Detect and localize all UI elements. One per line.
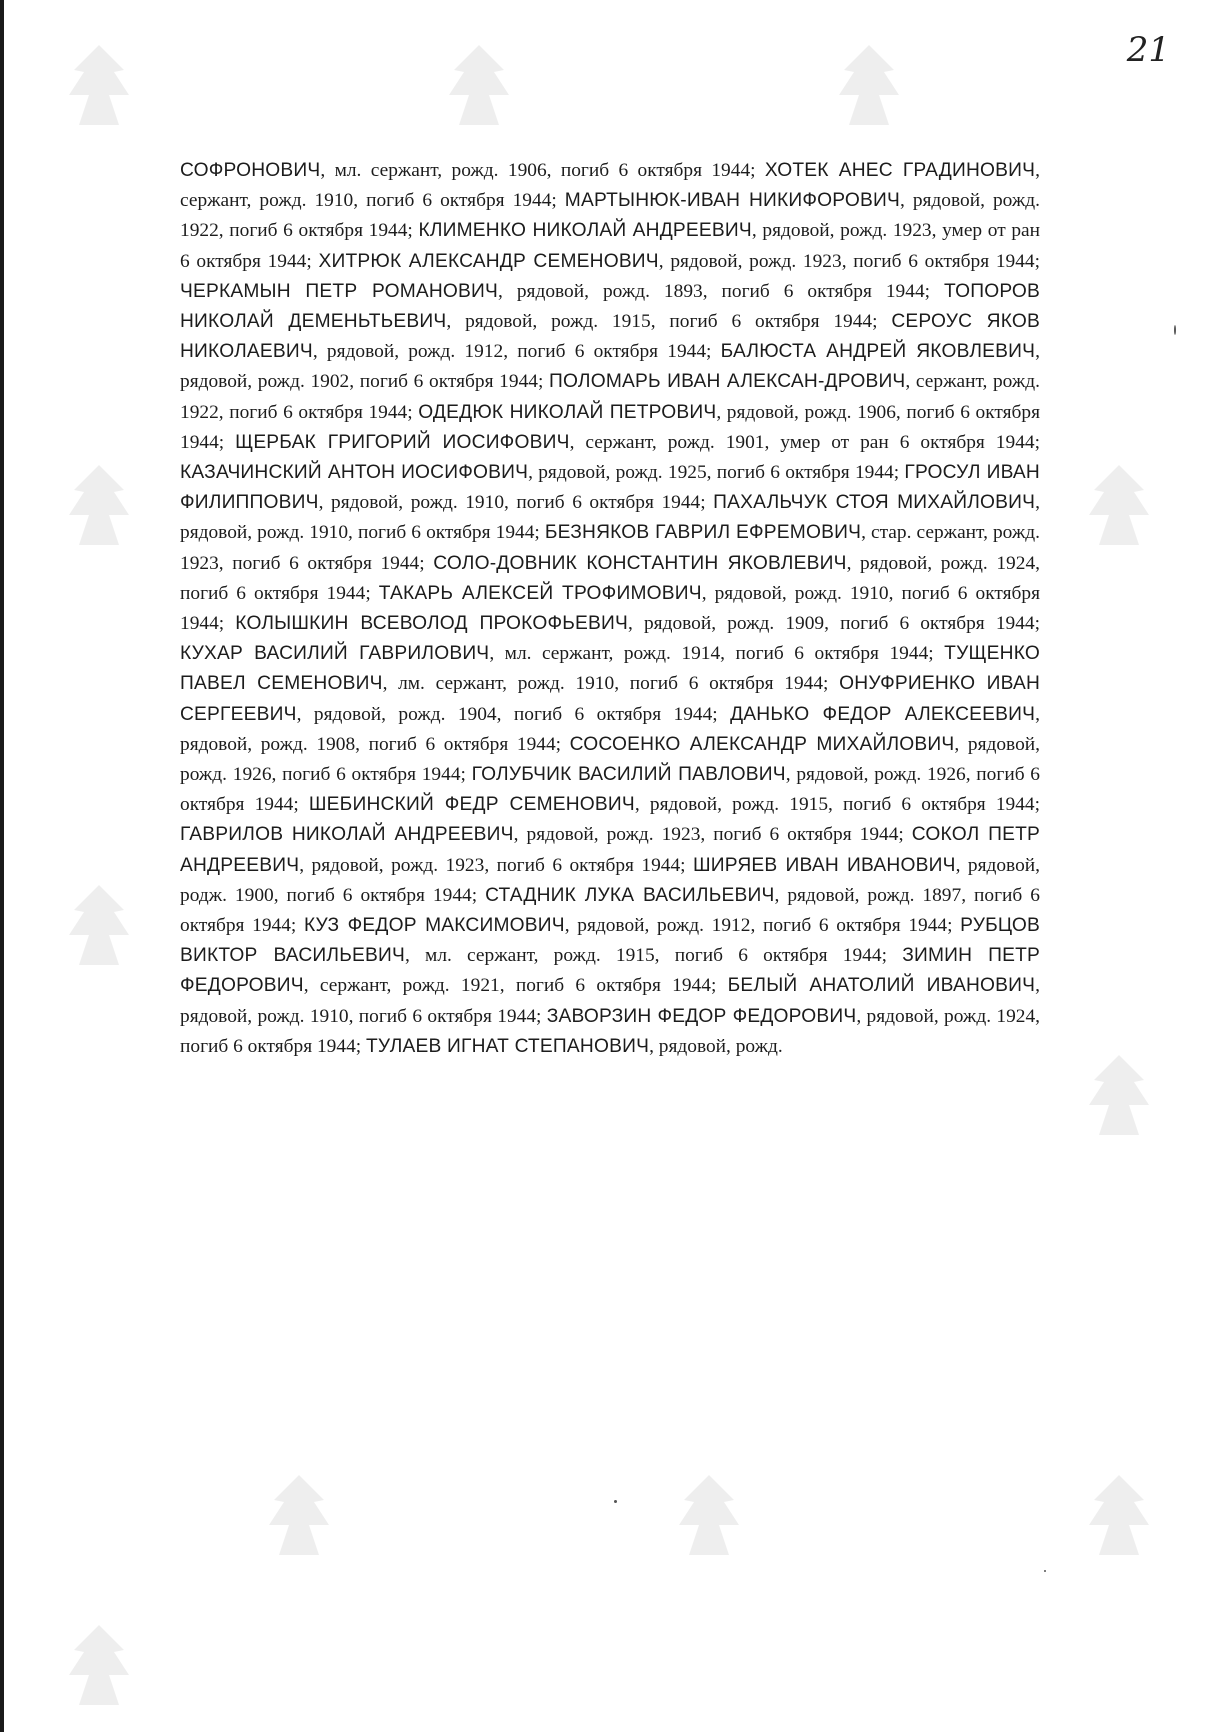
entry-details: , рядовой, рожд. 1915, погиб 6 октября 1944; [634, 794, 1040, 816]
entry-details: , мл. сержант, рожд. 1914, погиб 6 октября 1944; [489, 643, 945, 665]
entry-details: , рядовой, рожд. 1915, погиб 6 октября 1944; [446, 311, 892, 333]
entry-details: , рядовой, рожд. 1910, погиб 6 октября 1944; [180, 492, 1040, 544]
entry-name: МАРТЫНЮК-ИВАН НИКИФОРОВИЧ [564, 190, 900, 212]
entry-details: , сержант, рожд. 1901, умер от ран 6 октября 1944; [569, 431, 1040, 453]
entry-name: ШИРЯЕВ ИВАН ИВАНОВИЧ [693, 854, 956, 876]
entry-name: КУЗ ФЕДОР МАКСИМОВИЧ [303, 915, 565, 937]
entry-details: , рядовой, рожд. 1912, погиб 6 октября 1944; [564, 915, 961, 937]
entry-name: РУБЦОВ ВИКТОР ВАСИЛЬЕВИЧ [180, 915, 1040, 967]
entry-name: ТАКАРЬ АЛЕКСЕЙ ТРОФИМОВИЧ [378, 582, 702, 604]
watermark-stamp [264, 1470, 334, 1560]
entry-name: ТОПОРОВ НИКОЛАЙ ДЕМЕНЬТЬЕВИЧ [180, 280, 1041, 333]
watermark-stamp [674, 1470, 744, 1560]
entry-details: , рядовой, рожд. 1923, погиб 6 октября 1944; [513, 824, 912, 846]
entry-name: ГРОСУЛ ИВАН ФИЛИППОВИЧ [180, 462, 1040, 514]
entry-details: , рядовой, рожд. 1925, погиб 6 октября 1944; [528, 462, 905, 484]
entry-name: СЕРОУС ЯКОВ НИКОЛАЕВИЧ [180, 311, 1041, 363]
entry-name: БЕЗНЯКОВ ГАВРИЛ ЕФРЕМОВИЧ [544, 522, 862, 544]
entry-name: КОЛЫШКИН ВСЕВОЛОД ПРОКОФЬЕВИЧ [235, 613, 629, 635]
watermark-stamp [1084, 1470, 1154, 1560]
entry-name: ГОЛУБЧИК ВАСИЛИЙ ПАВЛОВИЧ [471, 764, 786, 786]
entry-name: ГАВРИЛОВ НИКОЛАЙ АНДРЕЕВИЧ [180, 824, 514, 846]
entry-name: ПАХАЛЬЧУК СТОЯ МИХАЙЛОВИЧ [713, 492, 1036, 514]
entry-details: , рядовой, родж. 1900, погиб 6 октября 1944; [180, 854, 1040, 906]
entry-name: ОДЕДЮК НИКОЛАЙ ПЕТРОВИЧ [418, 401, 717, 423]
entry-name: ТУЩЕНКО ПАВЕЛ СЕМЕНОВИЧ [180, 643, 1041, 695]
entry-name: ПОЛОМАРЬ ИВАН АЛЕКСАН-ДРОВИЧ [549, 371, 906, 393]
entry-details: , сержант, рожд. 1910, погиб 6 октября 1944; [180, 160, 1040, 212]
entry-name: СОЛО-ДОВНИК КОНСТАНТИН ЯКОВЛЕВИЧ [433, 552, 847, 574]
entry-name: СОСОЕНКО АЛЕКСАНДР МИХАЙЛОВИЧ [569, 733, 955, 755]
entry-details: , рядовой, рожд. 1912, погиб 6 октября 1944; [312, 341, 721, 363]
entry-name: СТАДНИК ЛУКА ВАСИЛЬЕВИЧ [485, 884, 775, 906]
entry-details: , рядовой, рожд. [649, 1035, 783, 1057]
entry-details: , рядовой, рожд. 1924, погиб 6 октября 1944; [180, 1005, 1041, 1057]
entry-details: , рядовой, рожд. 1902, погиб 6 октября 1944; [180, 341, 1040, 393]
watermark-stamp [444, 40, 514, 130]
entry-details: , рядовой, рожд. 1909, погиб 6 октября 1944; [628, 613, 1040, 635]
watermark-stamp [64, 40, 134, 130]
entry-details: , мл. сержант, рожд. 1915, погиб 6 октября 1944; [404, 945, 903, 967]
page-number: 21 [1126, 30, 1170, 70]
entry-details: , рядовой, рожд. 1906, погиб 6 октября 1944; [180, 401, 1040, 453]
watermark-stamp [1084, 1050, 1154, 1140]
entry-name: БЕЛЫЙ АНАТОЛИЙ ИВАНОВИЧ [727, 975, 1036, 997]
entry-details: , рядовой, рожд. 1904, погиб 6 октября 1944; [296, 703, 731, 725]
entry-details: , сержант, рожд. 1921, погиб 6 октября 1944; [303, 975, 728, 997]
entry-details: , рядовой, рожд. 1910, погиб 6 октября 1944; [180, 582, 1040, 635]
entry-name: КАЗАЧИНСКИЙ АНТОН ИОСИФОВИЧ [180, 462, 529, 484]
entry-name: ЗИМИН ПЕТР ФЕДОРОВИЧ [180, 945, 1041, 997]
entry-details: , рядовой, рожд. 1923, погиб 6 октября 1944; [658, 250, 1041, 272]
entry-details: , рядовой, рожд. 1908, погиб 6 октября 1944; [180, 703, 1040, 755]
entry-name: ХОТЕК АНЕС ГРАДИНОВИЧ [764, 160, 1036, 181]
watermark-stamp [834, 40, 904, 130]
watermark-stamp [64, 1620, 134, 1710]
entry-name: СОФРОНОВИЧ [180, 160, 321, 181]
entry-details: , рядовой, рожд. 1923, погиб 6 октября 1944; [299, 854, 693, 876]
entry-name: СОКОЛ ПЕТР АНДРЕЕВИЧ [180, 824, 1040, 876]
scan-mark [1044, 1570, 1046, 1572]
entry-name: ШЕБИНСКИЙ ФЕДР СЕМЕНОВИЧ [308, 794, 635, 816]
entry-details: , сержант, рожд. 1922, погиб 6 октября 1944; [180, 371, 1040, 423]
casualty-list-text [180, 156, 1040, 1062]
entry-details: , рядовой, рожд. 1924, погиб 6 октября 1944; [180, 552, 1040, 604]
entry-name: КЛИМЕНКО НИКОЛАЙ АНДРЕЕВИЧ [418, 220, 752, 242]
entry-name: ЩЕРБАК ГРИГОРИЙ ИОСИФОВИЧ [235, 431, 570, 453]
entry-details: , рядовой, рожд. 1910, погиб 6 октября 1944; [318, 492, 714, 514]
entry-details: , рядовой, рожд. 1922, погиб 6 октября 1944; [180, 190, 1040, 242]
entry-details: , рядовой, рожд. 1893, погиб 6 октября 1944; [498, 280, 945, 302]
watermark-stamp [64, 460, 134, 550]
entry-name: ЧЕРКАМЫН ПЕТР РОМАНОВИЧ [180, 280, 499, 302]
entry-details: , лм. сержант, рожд. 1910, погиб 6 октября 1944; [382, 673, 840, 695]
watermark-stamp [64, 880, 134, 970]
entry-name: ТУЛАЕВ ИГНАТ СТЕПАНОВИЧ [366, 1035, 650, 1057]
watermark-stamp [1084, 460, 1154, 550]
entry-name: ДАНЬКО ФЕДОР АЛЕКСЕЕВИЧ [730, 703, 1036, 725]
entry-details: , рядовой, рожд. 1926, погиб 6 октября 1944; [180, 764, 1041, 816]
entry-name: БАЛЮСТА АНДРЕЙ ЯКОВЛЕВИЧ [720, 341, 1036, 363]
scan-mark [1174, 325, 1176, 335]
entry-name: ОНУФРИЕНКО ИВАН СЕРГЕЕВИЧ [180, 673, 1040, 725]
entry-name: ЗАВОРЗИН ФЕДОР ФЕДОРОВИЧ [546, 1005, 857, 1027]
entry-name: КУХАР ВАСИЛИЙ ГАВРИЛОВИЧ [180, 643, 490, 665]
entry-details: , мл. сержант, рожд. 1906, погиб 6 октября 1944; [320, 160, 765, 181]
entry-details: , рядовой, рожд. 1910, погиб 6 октября 1944; [180, 975, 1040, 1027]
entry-details: , стар. сержант, рожд. 1923, погиб 6 октября 1944; [180, 522, 1041, 574]
entry-details: , рядовой, рожд. 1926, погиб 6 октября 1944; [180, 733, 1040, 786]
entry-details: , рядовой, рожд. 1897, погиб 6 октября 1944; [180, 884, 1040, 937]
entry-details: , рядовой, рожд. 1923, умер от ран 6 октября 1944; [180, 220, 1040, 272]
entry-name: ХИТРЮК АЛЕКСАНДР СЕМЕНОВИЧ [318, 250, 659, 272]
scan-mark [614, 1500, 617, 1503]
